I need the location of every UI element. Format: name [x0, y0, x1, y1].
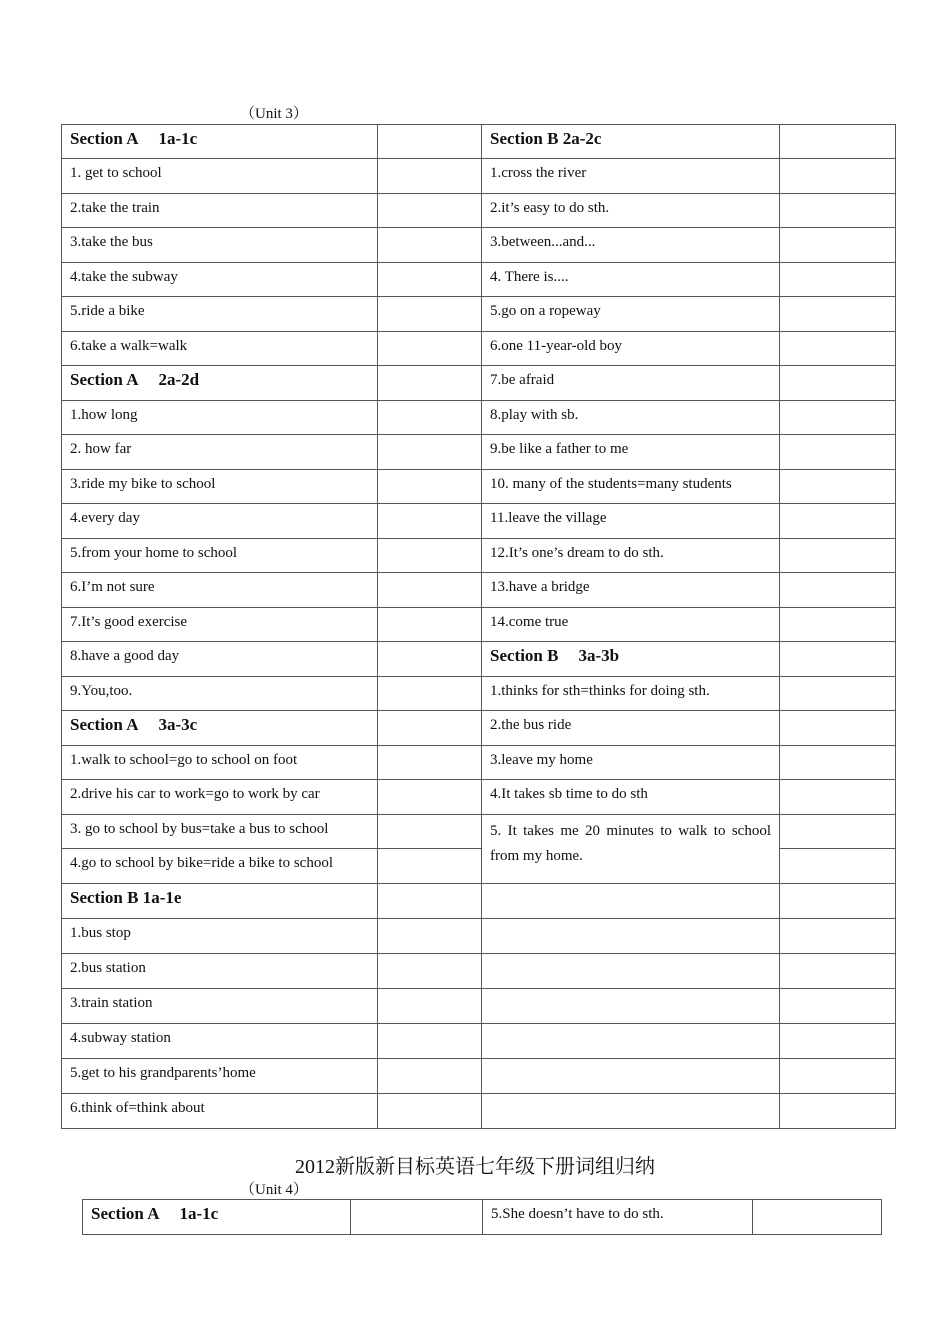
blank-cell	[378, 297, 482, 332]
phrase-cell: 1.cross the river	[482, 159, 780, 194]
blank-cell	[378, 228, 482, 263]
blank-cell	[378, 884, 482, 919]
phrase-cell: 2.the bus ride	[482, 711, 780, 746]
blank-cell	[378, 332, 482, 366]
blank-cell	[753, 1200, 882, 1235]
phrase-cell: 5.go on a ropeway	[482, 297, 780, 332]
blank-cell	[780, 884, 896, 919]
blank-cell	[378, 815, 482, 849]
phrase-cell: 11.leave the village	[482, 504, 780, 539]
blank-cell	[780, 954, 896, 989]
blank-cell	[780, 435, 896, 470]
blank-cell	[378, 470, 482, 504]
document-title: 2012新版新目标英语七年级下册词组归纳	[295, 1156, 655, 1178]
phrase-cell: 5.ride a bike	[62, 297, 378, 332]
blank-cell	[378, 159, 482, 194]
blank-cell	[780, 849, 896, 884]
phrase-cell: 3. go to school by bus=take a bus to school	[62, 815, 378, 849]
table-row	[62, 159, 896, 194]
phrase-cell: 2.bus station	[62, 954, 378, 989]
phrase-cell: 3.train station	[62, 989, 378, 1024]
table-row	[62, 884, 896, 919]
phrase-cell: 4.subway station	[62, 1024, 378, 1059]
table-row	[62, 470, 896, 504]
table-row	[62, 263, 896, 297]
phrase-cell: 1.how long	[62, 401, 378, 435]
phrase-cell: 4.take the subway	[62, 263, 378, 297]
section-range: 1a-1c	[158, 129, 198, 148]
blank-cell	[378, 1024, 482, 1059]
blank-cell	[780, 228, 896, 263]
section-heading	[62, 366, 378, 401]
blank-cell	[780, 366, 896, 401]
blank-cell	[780, 711, 896, 746]
blank-cell	[378, 711, 482, 746]
blank-cell	[780, 815, 896, 849]
blank-cell	[780, 401, 896, 435]
section-title: Section A	[91, 1204, 160, 1223]
blank-cell	[378, 677, 482, 711]
section-range: 2a-2d	[158, 370, 200, 389]
blank-cell	[378, 954, 482, 989]
phrase-cell	[482, 989, 780, 1024]
blank-cell	[378, 746, 482, 780]
phrase-cell: 2.drive his car to work=go to work by car	[62, 780, 378, 815]
blank-cell	[378, 919, 482, 954]
phrase-cell: 4.every day	[62, 504, 378, 539]
blank-cell	[378, 539, 482, 573]
blank-cell	[378, 989, 482, 1024]
section-title: Section B	[490, 646, 559, 665]
phrase-cell	[482, 954, 780, 989]
blank-cell	[378, 608, 482, 642]
blank-cell	[378, 1059, 482, 1094]
phrase-cell: 3.leave my home	[482, 746, 780, 780]
blank-cell	[378, 366, 482, 401]
table-row	[83, 1200, 882, 1235]
phrase-cell: 3.take the bus	[62, 228, 378, 263]
section-title: Section A	[70, 370, 139, 389]
table-row	[62, 1094, 896, 1129]
phrase-cell: 5.She doesn’t have to do sth.	[483, 1200, 753, 1235]
phrase-cell	[482, 1094, 780, 1129]
blank-cell	[378, 504, 482, 539]
section-range: 3a-3c	[158, 715, 198, 734]
phrase-cell: 9.You,too.	[62, 677, 378, 711]
phrase-cell: 5.get to his grandparents’home	[62, 1059, 378, 1094]
phrase-cell: 1. get to school	[62, 159, 378, 194]
table-row	[62, 815, 896, 849]
phrase-cell	[482, 919, 780, 954]
phrase-cell	[482, 1059, 780, 1094]
blank-cell	[378, 780, 482, 815]
blank-cell	[378, 573, 482, 608]
blank-cell	[378, 435, 482, 470]
table-row	[62, 194, 896, 228]
phrase-cell: 1.bus stop	[62, 919, 378, 954]
phrase-cell: 5.from your home to school	[62, 539, 378, 573]
section-range: 1a-1c	[179, 1204, 219, 1223]
phrase-cell: 6.one 11-year-old boy	[482, 332, 780, 366]
table-row	[62, 954, 896, 989]
phrase-cell: 5. It takes me 20 minutes to walk to school from my home.	[482, 815, 780, 884]
table-row	[62, 228, 896, 263]
phrase-cell: 1.thinks for sth=thinks for doing sth.	[482, 677, 780, 711]
phrase-cell: 13.have a bridge	[482, 573, 780, 608]
blank-cell	[780, 1094, 896, 1129]
phrase-cell: 7.be afraid	[482, 366, 780, 401]
section-heading	[482, 642, 780, 677]
unit-3-label: （Unit 3）	[240, 106, 308, 122]
phrase-cell: 8.play with sb.	[482, 401, 780, 435]
unit-4-phrase-table	[82, 1199, 882, 1235]
blank-cell	[780, 1059, 896, 1094]
blank-cell	[378, 849, 482, 884]
phrase-cell: 3.ride my bike to school	[62, 470, 378, 504]
phrase-cell: 9.be like a father to me	[482, 435, 780, 470]
section-heading	[62, 711, 378, 746]
blank-cell	[378, 194, 482, 228]
blank-cell	[780, 263, 896, 297]
table-row	[62, 539, 896, 573]
blank-cell	[780, 642, 896, 677]
blank-cell	[378, 1094, 482, 1129]
table-row	[62, 711, 896, 746]
phrase-cell: 4.It takes sb time to do sth	[482, 780, 780, 815]
phrase-cell: 10. many of the students=many students	[482, 470, 780, 504]
blank-cell	[780, 539, 896, 573]
unit-4-label: （Unit 4）	[240, 1182, 308, 1198]
table-row	[62, 642, 896, 677]
blank-cell	[378, 125, 482, 159]
blank-cell	[780, 125, 896, 159]
table-row	[62, 746, 896, 780]
blank-cell	[780, 159, 896, 194]
table-row	[62, 401, 896, 435]
section-heading: Section B 1a-1e	[62, 884, 378, 919]
phrase-cell: 1.walk to school=go to school on foot	[62, 746, 378, 780]
table-row	[62, 573, 896, 608]
table-row	[62, 504, 896, 539]
blank-cell	[351, 1200, 483, 1235]
table-row	[62, 1059, 896, 1094]
phrase-cell: 7.It’s good exercise	[62, 608, 378, 642]
blank-cell	[378, 263, 482, 297]
blank-cell	[780, 1024, 896, 1059]
table-row	[62, 332, 896, 366]
phrase-cell: 2.it’s easy to do sth.	[482, 194, 780, 228]
phrase-cell: 6.think of=think about	[62, 1094, 378, 1129]
table-row	[62, 677, 896, 711]
blank-cell	[780, 677, 896, 711]
table-row	[62, 919, 896, 954]
phrase-cell: 6.take a walk=walk	[62, 332, 378, 366]
blank-cell	[780, 332, 896, 366]
blank-cell	[780, 504, 896, 539]
phrase-cell: 3.between...and...	[482, 228, 780, 263]
table-row	[62, 366, 896, 401]
table-row	[62, 297, 896, 332]
phrase-cell: 2. how far	[62, 435, 378, 470]
phrase-cell: 4. There is....	[482, 263, 780, 297]
section-heading	[62, 125, 378, 159]
blank-cell	[378, 401, 482, 435]
table-row	[62, 608, 896, 642]
table-row	[62, 435, 896, 470]
blank-cell	[780, 989, 896, 1024]
section-title: Section A	[70, 129, 139, 148]
blank-cell	[780, 780, 896, 815]
phrase-cell: 6.I’m not sure	[62, 573, 378, 608]
phrase-cell: 8.have a good day	[62, 642, 378, 677]
unit-3-phrase-table	[61, 124, 896, 1129]
phrase-cell	[482, 1024, 780, 1059]
blank-cell	[780, 573, 896, 608]
blank-cell	[780, 608, 896, 642]
blank-cell	[378, 642, 482, 677]
table-row	[62, 780, 896, 815]
phrase-cell: 4.go to school by bike=ride a bike to school	[62, 849, 378, 884]
phrase-cell: 2.take the train	[62, 194, 378, 228]
blank-cell	[780, 470, 896, 504]
phrase-cell: 14.come true	[482, 608, 780, 642]
blank-cell	[780, 297, 896, 332]
phrase-cell: 12.It’s one’s dream to do sth.	[482, 539, 780, 573]
section-heading: Section B 2a-2c	[482, 125, 780, 159]
table-row	[62, 989, 896, 1024]
phrase-cell	[482, 884, 780, 919]
table-row	[62, 125, 896, 159]
blank-cell	[780, 746, 896, 780]
section-range: 3a-3b	[578, 646, 620, 665]
section-heading	[83, 1200, 351, 1235]
section-title: Section A	[70, 715, 139, 734]
blank-cell	[780, 194, 896, 228]
table-row	[62, 1024, 896, 1059]
blank-cell	[780, 919, 896, 954]
